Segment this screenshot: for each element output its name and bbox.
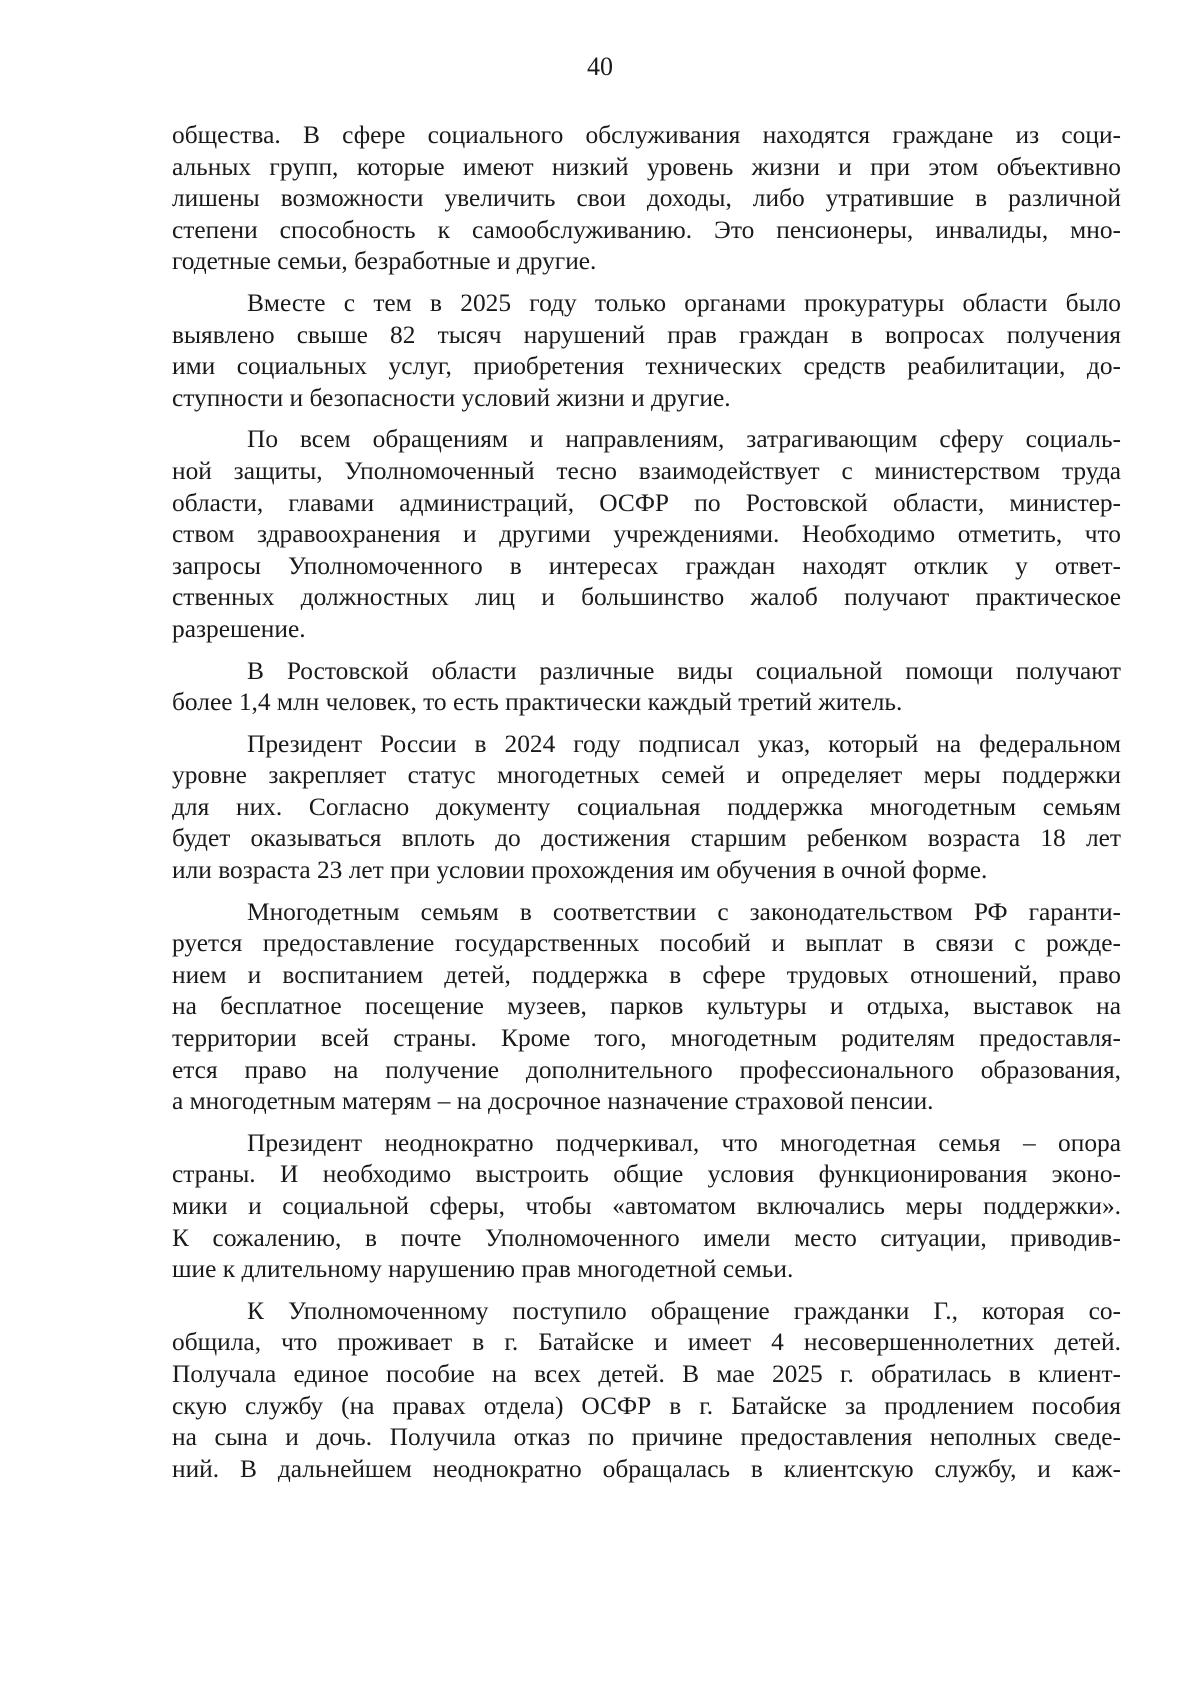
text-line: на бесплатное посещение музеев, парков культуры и отдыха, выставок на xyxy=(172,992,1121,1021)
text-line: ется право на получение дополнительного профессионального образования, xyxy=(172,1055,1121,1084)
text-line: ими социальных услуг, приобретения технических средств реабилитации, до- xyxy=(172,352,1121,381)
text-line: уровне закрепляет статус многодетных семей и определяет меры поддержки xyxy=(172,761,1121,790)
text-line: территории всей страны. Кроме того, многодетным родителям предоставля- xyxy=(172,1024,1121,1053)
text-line: Вместе с тем в 2025 году только органами прокуратуры области было xyxy=(247,288,1121,317)
text-line: запросы Уполномоченного в интересах граждан находят отклик у ответ- xyxy=(172,551,1121,580)
text-line: альных групп, которые имеют низкий уровень жизни и при этом объективно xyxy=(172,152,1121,181)
paragraph xyxy=(172,1296,1121,1486)
text-line: ний. В дальнейшем неоднократно обращалась в клиентскую службу, и каж- xyxy=(172,1454,1121,1483)
text-line: общила, что проживает в г. Батайске и имеет 4 несовершеннолетних детей. xyxy=(172,1328,1121,1357)
text-line: Многодетным семьям в соответствии с законодательством РФ гаранти- xyxy=(247,897,1121,926)
text-line: или возраста 23 лет при условии прохождения им обучения в очной форме. xyxy=(172,856,988,885)
text-line: для них. Согласно документу социальная поддержка многодетным семьям xyxy=(172,792,1121,821)
text-line: ственных должностных лиц и большинство жалоб получают практическое xyxy=(172,583,1121,612)
text-line: а многодетным матерям – на досрочное назначение страховой пенсии. xyxy=(172,1087,934,1116)
paragraph xyxy=(172,729,1121,887)
paragraph xyxy=(172,656,1121,719)
text-line: выявлено свыше 82 тысяч нарушений прав граждан в вопросах получения xyxy=(172,320,1121,349)
text-line: Президент России в 2024 году подписал указ, который на федеральном xyxy=(247,729,1121,758)
text-line: будет оказываться вплоть до достижения старшим ребенком возраста 18 лет xyxy=(172,824,1121,853)
text-line: мики и социальной сферы, чтобы «автоматом включались меры поддержки». xyxy=(172,1192,1121,1220)
text-line: В Ростовской области различные виды социальной помощи получают xyxy=(247,656,1121,685)
paragraph xyxy=(172,424,1121,645)
paragraph xyxy=(172,120,1121,278)
text-line: По всем обращениям и направлениям, затрагивающим сферу социаль- xyxy=(247,425,1121,454)
text-line: разрешение. xyxy=(172,614,306,643)
text-line: более 1,4 млн человек, то есть практически каждый третий житель. xyxy=(172,688,903,717)
text-line: Президент неоднократно подчеркивал, что многодетная семья – опора xyxy=(247,1128,1121,1157)
text-line: области, главами администраций, ОСФР по Ростовской области, министер- xyxy=(172,488,1121,517)
text-line: на сына и дочь. Получила отказ по причине предоставления неполных сведе- xyxy=(172,1423,1121,1452)
document-body xyxy=(172,120,1121,1495)
text-line: ной защиты, Уполномоченный тесно взаимодействует с министерством труда xyxy=(172,456,1121,485)
text-line: К сожалению, в почте Уполномоченного имели место ситуации, приводив- xyxy=(172,1223,1121,1252)
text-line: годетные семьи, безработные и другие. xyxy=(172,247,597,276)
text-line: шие к длительному нарушению прав многодетной семьи. xyxy=(172,1255,794,1284)
text-line: степени способность к самообслуживанию. Это пенсионеры, инвалиды, мно- xyxy=(172,215,1121,244)
text-line: общества. В сфере социального обслуживания находятся граждане из соци- xyxy=(172,121,1121,149)
text-line: нием и воспитанием детей, поддержка в сфере трудовых отношений, право xyxy=(172,960,1121,989)
text-line: ступности и безопасности условий жизни и другие. xyxy=(172,383,731,412)
paragraph xyxy=(172,897,1121,1118)
paragraph xyxy=(172,1128,1121,1286)
text-line: лишены возможности увеличить свои доходы, либо утратившие в различной xyxy=(172,184,1121,213)
page-number: 40 xyxy=(587,52,613,81)
text-line: скую службу (на правах отдела) ОСФР в г. Батайске за продлением пособия xyxy=(172,1391,1121,1420)
text-line: ством здравоохранения и другими учреждениями. Необходимо отметить, что xyxy=(172,520,1121,549)
paragraph xyxy=(172,288,1121,414)
text-line: К Уполномоченному поступило обращение гражданки Г., которая со- xyxy=(247,1296,1121,1325)
text-line: Получала единое пособие на всех детей. В мае 2025 г. обратилась в клиент- xyxy=(172,1359,1121,1388)
text-line: руется предоставление государственных пособий и выплат в связи с рожде- xyxy=(172,929,1121,958)
text-line: страны. И необходимо выстроить общие условия функционирования эконо- xyxy=(172,1160,1121,1189)
